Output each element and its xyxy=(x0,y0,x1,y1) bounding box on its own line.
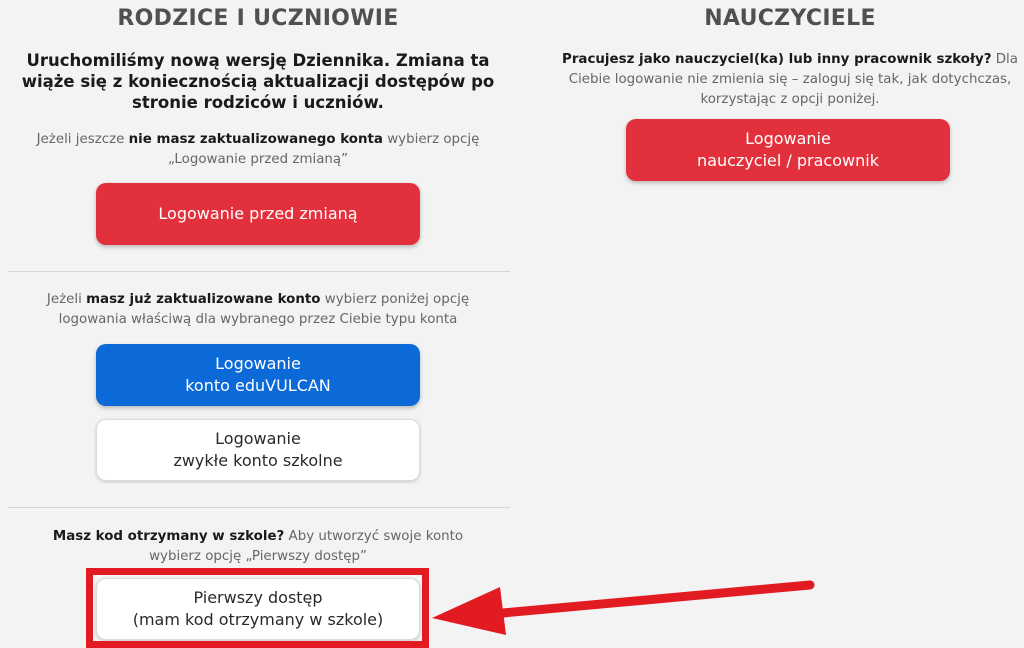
hint-text: Dla Ciebie logowanie nie zmienia się – zaloguj się tak, jak dotychczas, korzystając z opcji poniżej. xyxy=(568,52,1018,107)
parents-heading: RODZICE I UCZNIOWIE xyxy=(117,6,399,31)
login-school-account-button[interactable] xyxy=(96,419,420,481)
divider xyxy=(8,271,510,272)
divider xyxy=(8,507,510,508)
hint-bold: nie masz zaktualizowanego konta xyxy=(128,132,383,147)
login-before-change-button[interactable] xyxy=(96,183,420,245)
hint-bold: Masz kod otrzymany w szkole? xyxy=(52,529,285,544)
teachers-section xyxy=(556,0,1024,648)
button-label-line1: Logowanie xyxy=(215,354,301,373)
button-label: Logowanie przed zmianą xyxy=(158,204,358,223)
hint-not-updated xyxy=(0,130,516,170)
highlight-box xyxy=(86,568,429,648)
hint-bold: masz już zaktualizowane konto xyxy=(86,292,321,307)
hint-text: Jeżeli xyxy=(46,292,87,307)
button-label-line1: Logowanie xyxy=(745,129,831,148)
login-eduvulcan-button[interactable] xyxy=(96,344,420,406)
hint-text: wybierz poniżej opcję logowania właściwą dla wybranego przez Ciebie typu konta xyxy=(58,292,470,327)
hint-text: Aby utworzyć swoje konto wybierz opcję „Pierwszy dostęp” xyxy=(149,529,464,564)
button-label-line2: (mam kod otrzymany w szkole) xyxy=(132,610,384,629)
login-teacher-button[interactable] xyxy=(626,119,950,181)
button-label-line2: zwykłe konto szkolne xyxy=(173,451,343,470)
button-label-line1: Logowanie xyxy=(215,429,301,448)
arrow-icon xyxy=(430,575,815,637)
hint-text: Jeżeli jeszcze xyxy=(36,132,129,147)
parents-lead-text: Uruchomiliśmy nową wersję Dziennika. Zmiana ta wiąże się z koniecznością aktualizacji dostępów po stronie rodziców i uczniów. xyxy=(21,51,495,112)
hint-bold: Pracujesz jako nauczyciel(ka) lub inny pracownik szkoły? xyxy=(562,52,992,67)
button-label-line1: Pierwszy dostęp xyxy=(193,588,323,607)
button-label-line2: nauczyciel / pracownik xyxy=(697,151,879,170)
hint-updated xyxy=(0,290,516,330)
button-label-line2: konto eduVULCAN xyxy=(185,376,331,395)
hint-first-access xyxy=(0,527,516,567)
teachers-hint xyxy=(556,50,1024,110)
teachers-heading: NAUCZYCIELE xyxy=(704,6,876,31)
hint-text: wybierz opcję „Logowanie przed zmianą” xyxy=(167,132,480,167)
